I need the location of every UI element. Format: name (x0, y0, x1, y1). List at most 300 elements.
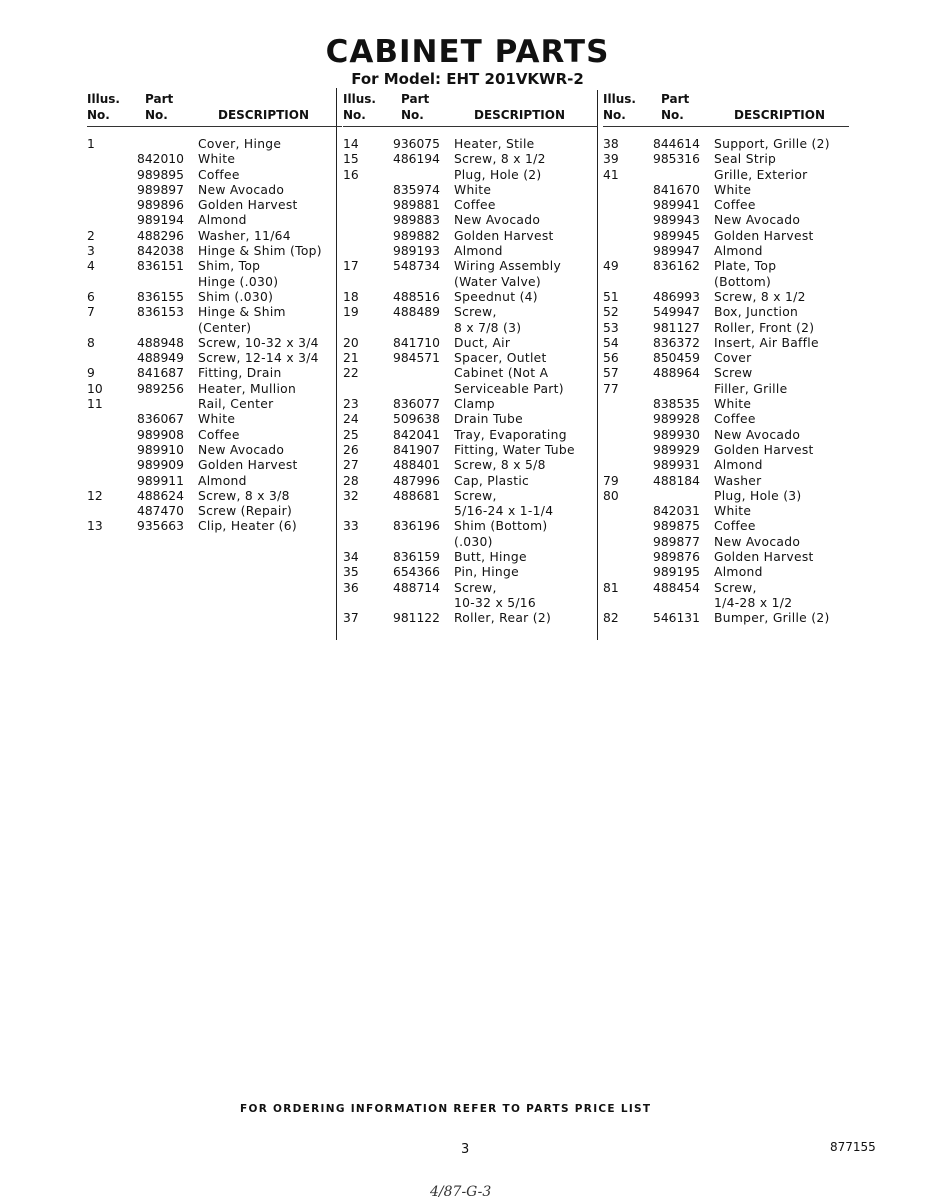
illus-number: 39 (603, 152, 619, 167)
table-row (343, 168, 598, 183)
part-number: 488489 (393, 305, 440, 320)
description: Coffee (714, 412, 756, 427)
table-row (603, 519, 849, 534)
description: Golden Harvest (198, 198, 298, 213)
table-row (87, 198, 342, 213)
part-number: 989911 (137, 473, 184, 488)
part-number: 935663 (137, 519, 184, 534)
part-number: 989881 (393, 198, 440, 213)
part-number: 981127 (653, 320, 700, 335)
description: (.030) (454, 534, 493, 549)
illus-number: 32 (343, 488, 359, 503)
table-row (87, 229, 342, 244)
description: Coffee (198, 167, 240, 182)
part-number: 989895 (137, 167, 184, 182)
table-row (87, 351, 342, 366)
part-number: 989947 (653, 244, 700, 259)
part-number: 989896 (137, 198, 184, 213)
illus-number: 26 (343, 442, 359, 457)
table-row (343, 611, 598, 626)
description: Drain Tube (454, 412, 523, 427)
table-row (343, 321, 598, 336)
description: Filler, Grille (714, 381, 788, 396)
table-row (603, 535, 849, 550)
parts-column-3 (603, 92, 849, 627)
description: Clamp (454, 397, 495, 412)
illus-number: 16 (343, 167, 359, 182)
part-number: 841907 (393, 442, 440, 457)
part-number: 836372 (653, 335, 700, 350)
illus-number: 38 (603, 137, 619, 151)
table-row (343, 581, 598, 596)
description: New Avocado (198, 182, 285, 197)
description: Roller, Front (2) (714, 320, 815, 335)
illus-number: 37 (343, 611, 359, 626)
illus-number: 82 (603, 611, 619, 626)
part-number: 989928 (653, 412, 700, 427)
part-number: 936075 (393, 137, 440, 151)
description: (Water Valve) (454, 274, 542, 289)
table-row (603, 489, 849, 504)
header-illus1: Illus. (603, 92, 636, 106)
description: Shim (.030) (198, 289, 274, 304)
table-header (87, 92, 342, 127)
description: Plug, Hole (2) (454, 167, 542, 182)
part-number: 836162 (653, 259, 700, 274)
table-row (87, 428, 342, 443)
table-row (603, 443, 849, 458)
description: Grille, Exterior (714, 167, 808, 182)
description: Speednut (4) (454, 289, 538, 304)
part-number: 488184 (653, 473, 700, 488)
illus-number: 36 (343, 580, 359, 595)
illus-number: 49 (603, 259, 619, 274)
part-number: 842041 (393, 427, 440, 442)
table-row (603, 336, 849, 351)
description: Hinge & Shim (198, 305, 286, 320)
description: Support, Grille (2) (714, 137, 830, 151)
part-number: 486993 (653, 289, 700, 304)
table-row (603, 428, 849, 443)
table-row (603, 550, 849, 565)
illus-number: 24 (343, 412, 359, 427)
illus-number: 20 (343, 335, 359, 350)
part-number: 836077 (393, 397, 440, 412)
table-row (603, 596, 849, 611)
description: Butt, Hinge (454, 550, 527, 565)
table-row (343, 305, 598, 320)
table-row (343, 183, 598, 198)
table-row (343, 443, 598, 458)
illus-number: 22 (343, 366, 359, 381)
description: Plug, Hole (3) (714, 488, 802, 503)
table-row (343, 366, 598, 381)
part-number: 989945 (653, 228, 700, 243)
description: Screw, 8 x 5/8 (454, 458, 546, 473)
illus-number: 25 (343, 427, 359, 442)
illus-number: 33 (343, 519, 359, 534)
table-row (87, 336, 342, 351)
description: Washer, 11/64 (198, 228, 291, 243)
table-row (343, 290, 598, 305)
description: Golden Harvest (454, 228, 554, 243)
part-number: 842010 (137, 152, 184, 167)
table-row (343, 229, 598, 244)
description: Screw, (454, 305, 497, 320)
table-row (603, 458, 849, 473)
description: Almond (198, 473, 247, 488)
description: White (714, 182, 752, 197)
description: Coffee (714, 198, 756, 213)
description: Shim, Top (198, 259, 261, 274)
table-row (343, 336, 598, 351)
description: Rail, Center (198, 397, 274, 412)
part-number: 989882 (393, 228, 440, 243)
table-row (87, 290, 342, 305)
parts-column-1 (87, 92, 342, 535)
description: Screw, (454, 488, 497, 503)
part-number: 984571 (393, 351, 440, 366)
table-row (603, 290, 849, 305)
description: Shim (Bottom) (454, 519, 548, 534)
illus-number: 18 (343, 289, 359, 304)
table-row (343, 259, 598, 274)
description: Coffee (714, 519, 756, 534)
header-part2: No. (401, 108, 424, 122)
header-part1: Part (401, 92, 430, 106)
table-row (603, 366, 849, 381)
table-row (343, 397, 598, 412)
table-row (603, 581, 849, 596)
table-row (603, 382, 849, 397)
illus-number: 77 (603, 381, 619, 396)
table-row (603, 183, 849, 198)
description: Golden Harvest (714, 442, 814, 457)
part-number: 985316 (653, 152, 700, 167)
table-row (343, 458, 598, 473)
table-row (87, 259, 342, 274)
table-row (343, 137, 598, 152)
description: Cover (714, 351, 752, 366)
part-number: 989908 (137, 427, 184, 442)
handwritten-note: 4/87-G-3 (430, 1184, 492, 1200)
table-row (603, 152, 849, 167)
page-number: 3 (461, 1142, 470, 1157)
part-number: 989193 (393, 244, 440, 259)
description: 8 x 7/8 (3) (454, 320, 522, 335)
part-number: 836159 (393, 550, 440, 565)
part-number: 487996 (393, 473, 440, 488)
description: White (454, 182, 492, 197)
header-part2: No. (145, 108, 168, 122)
description: Coffee (198, 427, 240, 442)
table-row (603, 351, 849, 366)
part-number: 488948 (137, 335, 184, 350)
illus-number: 28 (343, 473, 359, 488)
part-number: 488714 (393, 580, 440, 595)
description: Seal Strip (714, 152, 777, 167)
table-row (603, 611, 849, 626)
table-row (603, 259, 849, 274)
description: Duct, Air (454, 335, 511, 350)
illus-number: 6 (87, 289, 95, 304)
description: (Center) (198, 320, 252, 335)
illus-number: 9 (87, 366, 95, 381)
header-illus1: Illus. (343, 92, 376, 106)
description: Almond (454, 244, 503, 259)
table-row (87, 305, 342, 320)
part-number: 836151 (137, 259, 184, 274)
description: Screw, 10-32 x 3/4 (198, 335, 319, 350)
table-row (343, 550, 598, 565)
part-number: 989883 (393, 213, 440, 228)
description: New Avocado (198, 442, 285, 457)
table-row (87, 397, 342, 412)
part-number: 488681 (393, 488, 440, 503)
description: New Avocado (714, 213, 801, 228)
part-number: 488624 (137, 488, 184, 503)
header-illus2: No. (603, 108, 626, 122)
description: Cabinet (Not A (454, 366, 549, 381)
part-number: 836155 (137, 289, 184, 304)
part-number: 835974 (393, 182, 440, 197)
description: Almond (198, 213, 247, 228)
description: New Avocado (714, 427, 801, 442)
description: Fitting, Water Tube (454, 442, 575, 457)
part-number: 654366 (393, 565, 440, 580)
part-number: 509638 (393, 412, 440, 427)
part-number: 989876 (653, 550, 700, 565)
table-row (603, 213, 849, 228)
table-row (343, 489, 598, 504)
illus-number: 13 (87, 519, 103, 534)
description: Cap, Plastic (454, 473, 530, 488)
parts-column-2 (343, 92, 598, 627)
table-row (87, 519, 342, 534)
description: Screw (Repair) (198, 504, 293, 519)
table-row (603, 321, 849, 336)
part-number: 850459 (653, 351, 700, 366)
description: 5/16-24 x 1-1/4 (454, 504, 554, 519)
part-number: 488401 (393, 458, 440, 473)
table-row (87, 183, 342, 198)
header-desc: DESCRIPTION (734, 108, 826, 122)
illus-number: 10 (87, 381, 103, 396)
table-header (343, 92, 598, 127)
table-row (603, 275, 849, 290)
part-number: 488296 (137, 228, 184, 243)
table-row (87, 504, 342, 519)
description: Screw, 8 x 1/2 (454, 152, 546, 167)
description: Plate, Top (714, 259, 777, 274)
illus-number: 57 (603, 366, 619, 381)
part-number: 989931 (653, 458, 700, 473)
part-number: 486194 (393, 152, 440, 167)
table-header (603, 92, 849, 127)
description: Heater, Stile (454, 137, 535, 151)
table-row (87, 168, 342, 183)
illus-number: 11 (87, 397, 103, 412)
description: 10-32 x 5/16 (454, 595, 537, 610)
part-number: 989941 (653, 198, 700, 213)
table-row (87, 474, 342, 489)
description: Washer (714, 473, 762, 488)
table-row (603, 412, 849, 427)
description: (Bottom) (714, 274, 772, 289)
illus-number: 3 (87, 244, 95, 259)
table-row (343, 244, 598, 259)
table-row (343, 213, 598, 228)
part-number: 989910 (137, 442, 184, 457)
header-part2: No. (661, 108, 684, 122)
part-number: 989877 (653, 534, 700, 549)
description: Cover, Hinge (198, 137, 282, 151)
illus-number: 54 (603, 335, 619, 350)
part-number: 487470 (137, 504, 184, 519)
document-number: 877155 (830, 1140, 876, 1154)
part-number: 836067 (137, 412, 184, 427)
part-number: 989909 (137, 458, 184, 473)
illus-number: 41 (603, 167, 619, 182)
illus-number: 8 (87, 335, 95, 350)
illus-number: 80 (603, 488, 619, 503)
part-number: 981122 (393, 611, 440, 626)
description: Clip, Heater (6) (198, 519, 297, 534)
illus-number: 81 (603, 580, 619, 595)
ordering-footer: FOR ORDERING INFORMATION REFER TO PARTS PRICE LIST (240, 1103, 652, 1115)
illus-number: 12 (87, 488, 103, 503)
illus-number: 14 (343, 137, 359, 151)
illus-number: 7 (87, 305, 95, 320)
description: Hinge & Shim (Top) (198, 244, 322, 259)
model-subtitle: For Model: EHT 201VKWR-2 (351, 70, 584, 88)
table-row (603, 168, 849, 183)
part-number: 989943 (653, 213, 700, 228)
illus-number: 17 (343, 259, 359, 274)
description: 1/4-28 x 1/2 (714, 595, 793, 610)
table-row (87, 244, 342, 259)
description: Fitting, Drain (198, 366, 282, 381)
table-row (343, 596, 598, 611)
table-row (87, 412, 342, 427)
part-number: 488454 (653, 580, 700, 595)
description: Screw, 12-14 x 3/4 (198, 351, 319, 366)
header-part1: Part (145, 92, 174, 106)
description: Box, Junction (714, 305, 799, 320)
description: Screw, 8 x 3/8 (198, 488, 290, 503)
part-number: 989875 (653, 519, 700, 534)
description: Screw, (714, 580, 757, 595)
table-row (343, 428, 598, 443)
table-row (603, 244, 849, 259)
part-number: 841687 (137, 366, 184, 381)
description: Screw, 8 x 1/2 (714, 289, 806, 304)
description: Tray, Evaporating (454, 427, 567, 442)
header-part1: Part (661, 92, 690, 106)
description: Roller, Rear (2) (454, 611, 552, 626)
table-row (343, 351, 598, 366)
table-row (87, 458, 342, 473)
description: Insert, Air Baffle (714, 335, 819, 350)
illus-number: 53 (603, 320, 619, 335)
table-row (603, 137, 849, 152)
table-row (343, 474, 598, 489)
part-number: 842038 (137, 244, 184, 259)
illus-number: 2 (87, 228, 95, 243)
table-row (603, 229, 849, 244)
part-number: 989930 (653, 427, 700, 442)
table-row (87, 152, 342, 167)
table-row (603, 397, 849, 412)
description: White (714, 504, 752, 519)
description: Wiring Assembly (454, 259, 562, 274)
illus-number: 52 (603, 305, 619, 320)
table-row (343, 275, 598, 290)
part-number: 989256 (137, 381, 184, 396)
table-row (87, 443, 342, 458)
description: Golden Harvest (198, 458, 298, 473)
illus-number: 79 (603, 473, 619, 488)
illus-number: 19 (343, 305, 359, 320)
header-desc: DESCRIPTION (218, 108, 310, 122)
description: New Avocado (714, 534, 801, 549)
table-row (87, 382, 342, 397)
part-number: 842031 (653, 504, 700, 519)
part-number: 844614 (653, 137, 700, 151)
description: Hinge (.030) (198, 274, 279, 289)
part-number: 989929 (653, 442, 700, 457)
description: White (198, 412, 236, 427)
part-number: 546131 (653, 611, 700, 626)
part-number: 488964 (653, 366, 700, 381)
table-row (343, 504, 598, 519)
table-row (603, 504, 849, 519)
header-desc: DESCRIPTION (474, 108, 566, 122)
illus-number: 35 (343, 565, 359, 580)
part-number: 838535 (653, 397, 700, 412)
table-row (87, 489, 342, 504)
table-row (343, 382, 598, 397)
description: Golden Harvest (714, 228, 814, 243)
description: Spacer, Outlet (454, 351, 547, 366)
part-number: 989195 (653, 565, 700, 580)
illus-number: 21 (343, 351, 359, 366)
illus-number: 34 (343, 550, 359, 565)
part-number: 836196 (393, 519, 440, 534)
table-row (603, 305, 849, 320)
table-row (343, 535, 598, 550)
description: Bumper, Grille (2) (714, 611, 830, 626)
header-illus2: No. (343, 108, 366, 122)
description: Screw (714, 366, 753, 381)
description: Serviceable Part) (454, 381, 564, 396)
description: Almond (714, 458, 763, 473)
illus-number: 27 (343, 458, 359, 473)
description: White (714, 397, 752, 412)
header-illus1: Illus. (87, 92, 120, 106)
table-row (87, 275, 342, 290)
part-number: 488516 (393, 289, 440, 304)
description: Almond (714, 565, 763, 580)
illus-number: 23 (343, 397, 359, 412)
illus-number: 56 (603, 351, 619, 366)
illus-number: 1 (87, 137, 95, 151)
part-number: 549947 (653, 305, 700, 320)
part-number: 989897 (137, 182, 184, 197)
part-number: 488949 (137, 351, 184, 366)
table-row (603, 474, 849, 489)
table-row (603, 565, 849, 580)
